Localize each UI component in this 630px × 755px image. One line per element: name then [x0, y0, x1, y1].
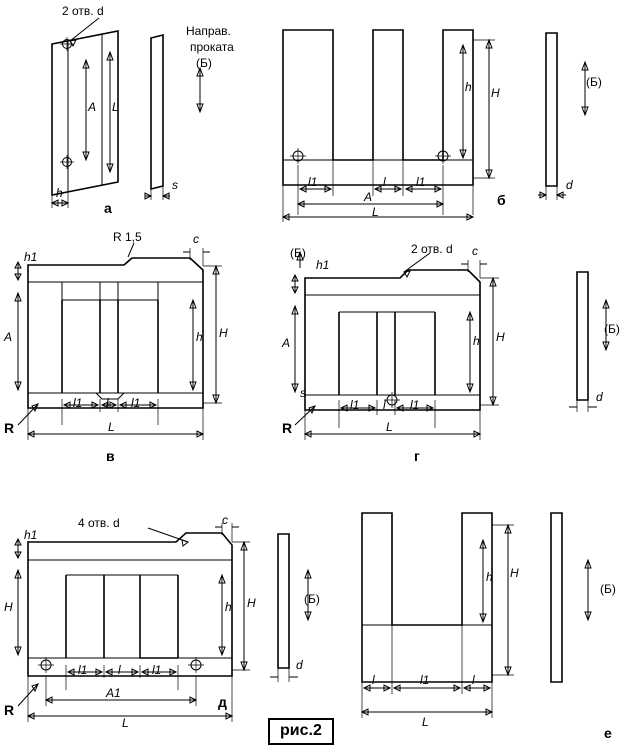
dim-s-panel-a: s: [172, 178, 178, 192]
dim-A-panel-g: A: [282, 336, 291, 350]
note-2-holes-g: 2 отв. d: [411, 242, 453, 256]
note-b-mark-panel-d: (Б): [304, 592, 320, 606]
dim-l1-right-panel-v: l1: [131, 396, 141, 410]
note-rolling-dir-line1: Направ.: [186, 24, 231, 38]
dim-L-panel-e: L: [422, 715, 429, 729]
dim-h1-panel-g: h1: [316, 258, 330, 272]
dim-h-panel-v: h: [196, 330, 203, 344]
dim-l-panel-d: l: [118, 663, 121, 677]
dim-l1-left-panel-d: l1: [78, 663, 88, 677]
panel-letter-g: г: [414, 448, 420, 464]
panel-letter-b: б: [497, 192, 506, 208]
dim-L-panel-b: L: [372, 205, 379, 219]
dim-h-panel-e: h: [486, 570, 493, 584]
dim-l1-left-panel-b: l1: [308, 175, 318, 189]
dim-l1-panel-e: l1: [420, 673, 430, 687]
dim-l1-left-panel-v: l1: [73, 396, 83, 410]
note-c-panel-d: c: [222, 513, 228, 527]
figure-caption: рис.2: [268, 718, 334, 745]
dim-h1-panel-d: h1: [24, 528, 38, 542]
dim-l1-right-panel-g: l1: [410, 398, 420, 412]
panel-letter-a: а: [104, 200, 112, 216]
dim-h-panel-b: h: [465, 80, 472, 94]
dim-h-panel-g: h: [473, 334, 480, 348]
dim-H-panel-v: H: [219, 326, 228, 340]
dim-h1-panel-v: h1: [24, 250, 38, 264]
note-rolling-dir-line2: проката: [190, 40, 234, 54]
note-radius-1-5: R 1,5: [113, 230, 142, 244]
dim-d-panel-b: d: [566, 178, 573, 192]
panel-letter-e: е: [604, 725, 612, 741]
dim-L-panel-a: L: [112, 100, 119, 114]
note-c-panel-v: c: [193, 232, 199, 246]
dim-l-left-panel-e: l: [372, 673, 375, 687]
dim-A-panel-b: A: [364, 190, 373, 204]
note-b-mark-panel-e: (Б): [600, 582, 616, 596]
dim-h-panel-d: h: [225, 600, 232, 614]
dim-A-panel-a: A: [88, 100, 97, 114]
dim-l-panel-g: l: [383, 398, 386, 412]
dim-H-panel-g: H: [496, 330, 505, 344]
dim-A-panel-v: A: [4, 330, 13, 344]
dim-L-panel-d: L: [122, 716, 129, 730]
dim-d-panel-d: d: [296, 658, 303, 672]
dim-h-panel-a: h: [56, 186, 63, 200]
note-R-panel-g: R: [282, 420, 293, 436]
dim-H-panel-e: H: [510, 566, 519, 580]
panel-letter-d: д: [218, 694, 227, 710]
note-R-panel-v: R: [4, 420, 15, 436]
dim-l-right-panel-e: l: [472, 673, 475, 687]
panel-letter-v: в: [106, 448, 115, 464]
dim-H-left-panel-d: H: [4, 600, 13, 614]
dim-l-panel-b: l: [383, 175, 386, 189]
note-c-panel-g: c: [472, 244, 478, 258]
dim-A1-panel-d: A1: [106, 686, 121, 700]
dim-l1-right-panel-d: l1: [152, 663, 162, 677]
note-2-holes-a: 2 отв. d: [62, 4, 104, 18]
dim-l-panel-v: l: [106, 396, 109, 410]
dim-L-panel-v: L: [108, 420, 115, 434]
dim-H-panel-b: H: [491, 86, 500, 100]
note-b-mark-a: (Б): [196, 56, 212, 70]
dim-l1-right-panel-b: l1: [416, 175, 426, 189]
note-b-mark-panel-b: (Б): [586, 75, 602, 89]
dim-l1-left-panel-g: l1: [350, 398, 360, 412]
note-4-holes-d: 4 отв. d: [78, 516, 120, 530]
note-R-panel-d: R: [4, 702, 15, 718]
note-b-mark-panel-g: (Б): [290, 246, 306, 260]
dim-H-panel-d: H: [247, 596, 256, 610]
note-b-mark-side-g: (Б): [604, 322, 620, 336]
dim-d-panel-g: d: [596, 390, 603, 404]
dim-L-panel-g: L: [386, 420, 393, 434]
dim-s-panel-g: s: [300, 386, 306, 400]
